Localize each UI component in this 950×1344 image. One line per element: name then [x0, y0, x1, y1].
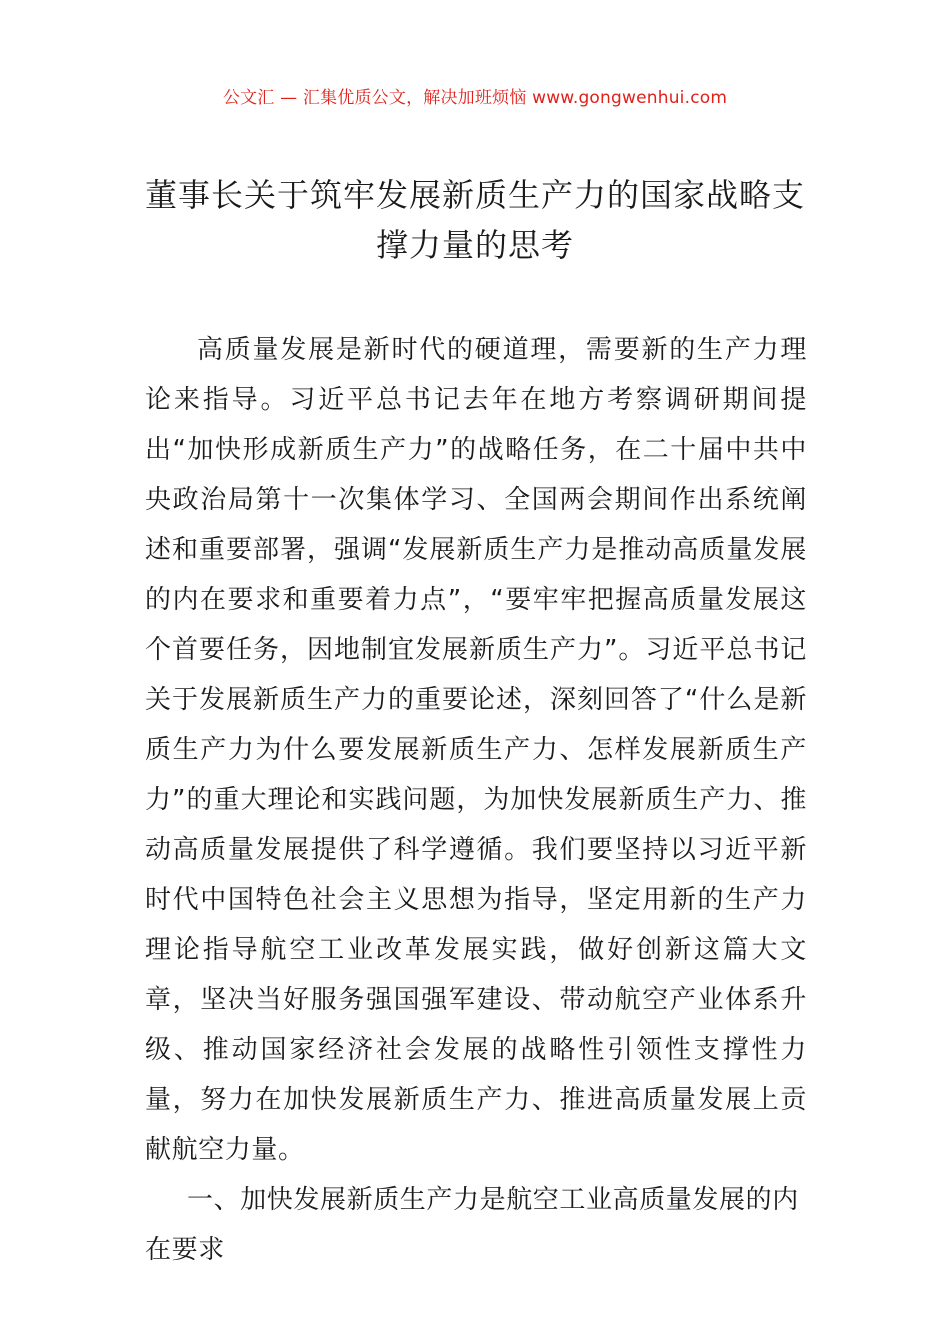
section-heading: 一、加快发展新质生产力是航空工业高质量发展的内在要求: [145, 1185, 799, 1265]
document-title: 董事长关于筑牢发展新质生产力的国家战略支撑力量的思考: [145, 176, 806, 264]
site-banner[interactable]: 公文汇 — 汇集优质公文，解决加班烦恼 www.gongwenhui.com: [222, 88, 728, 108]
document-body: [145, 325, 807, 1275]
body-paragraph: 高质量发展是新时代的硬道理，需要新的生产力理论来指导。习近平总书记去年在地方考察调研期间提出“加快形成新质生产力”的战略任务，在二十届中共中央政治局第十一次集体学习、全国两会期间作出系统阐述和重要部署，强调“发展新质生产力是推动高质量发展的内在要求和重要着力点”，“要牢牢把握高质量发展这个首要任务，因地制宜发展新质生产力”。习近平总书记关于发展新质生产力的重要论述，深刻回答了“什么是新质生产力为什么要发展新质生产力、怎样发展新质生产力”的重大理论和实践问题，为加快发展新质生产力、推动高质量发展提供了科学遵循。我们要坚持以习近平新时代中国特色社会主义思想为指导，坚定用新的生产力理论指导航空工业改革发展实践，做好创新这篇大文章，坚决当好服务强国强军建设、带动航空产业体系升级、推动国家经济社会发展的战略性引领性支撑性力量，努力在加快发展新质生产力、推进高质量发展上贡献航空力量。: [145, 335, 807, 1165]
